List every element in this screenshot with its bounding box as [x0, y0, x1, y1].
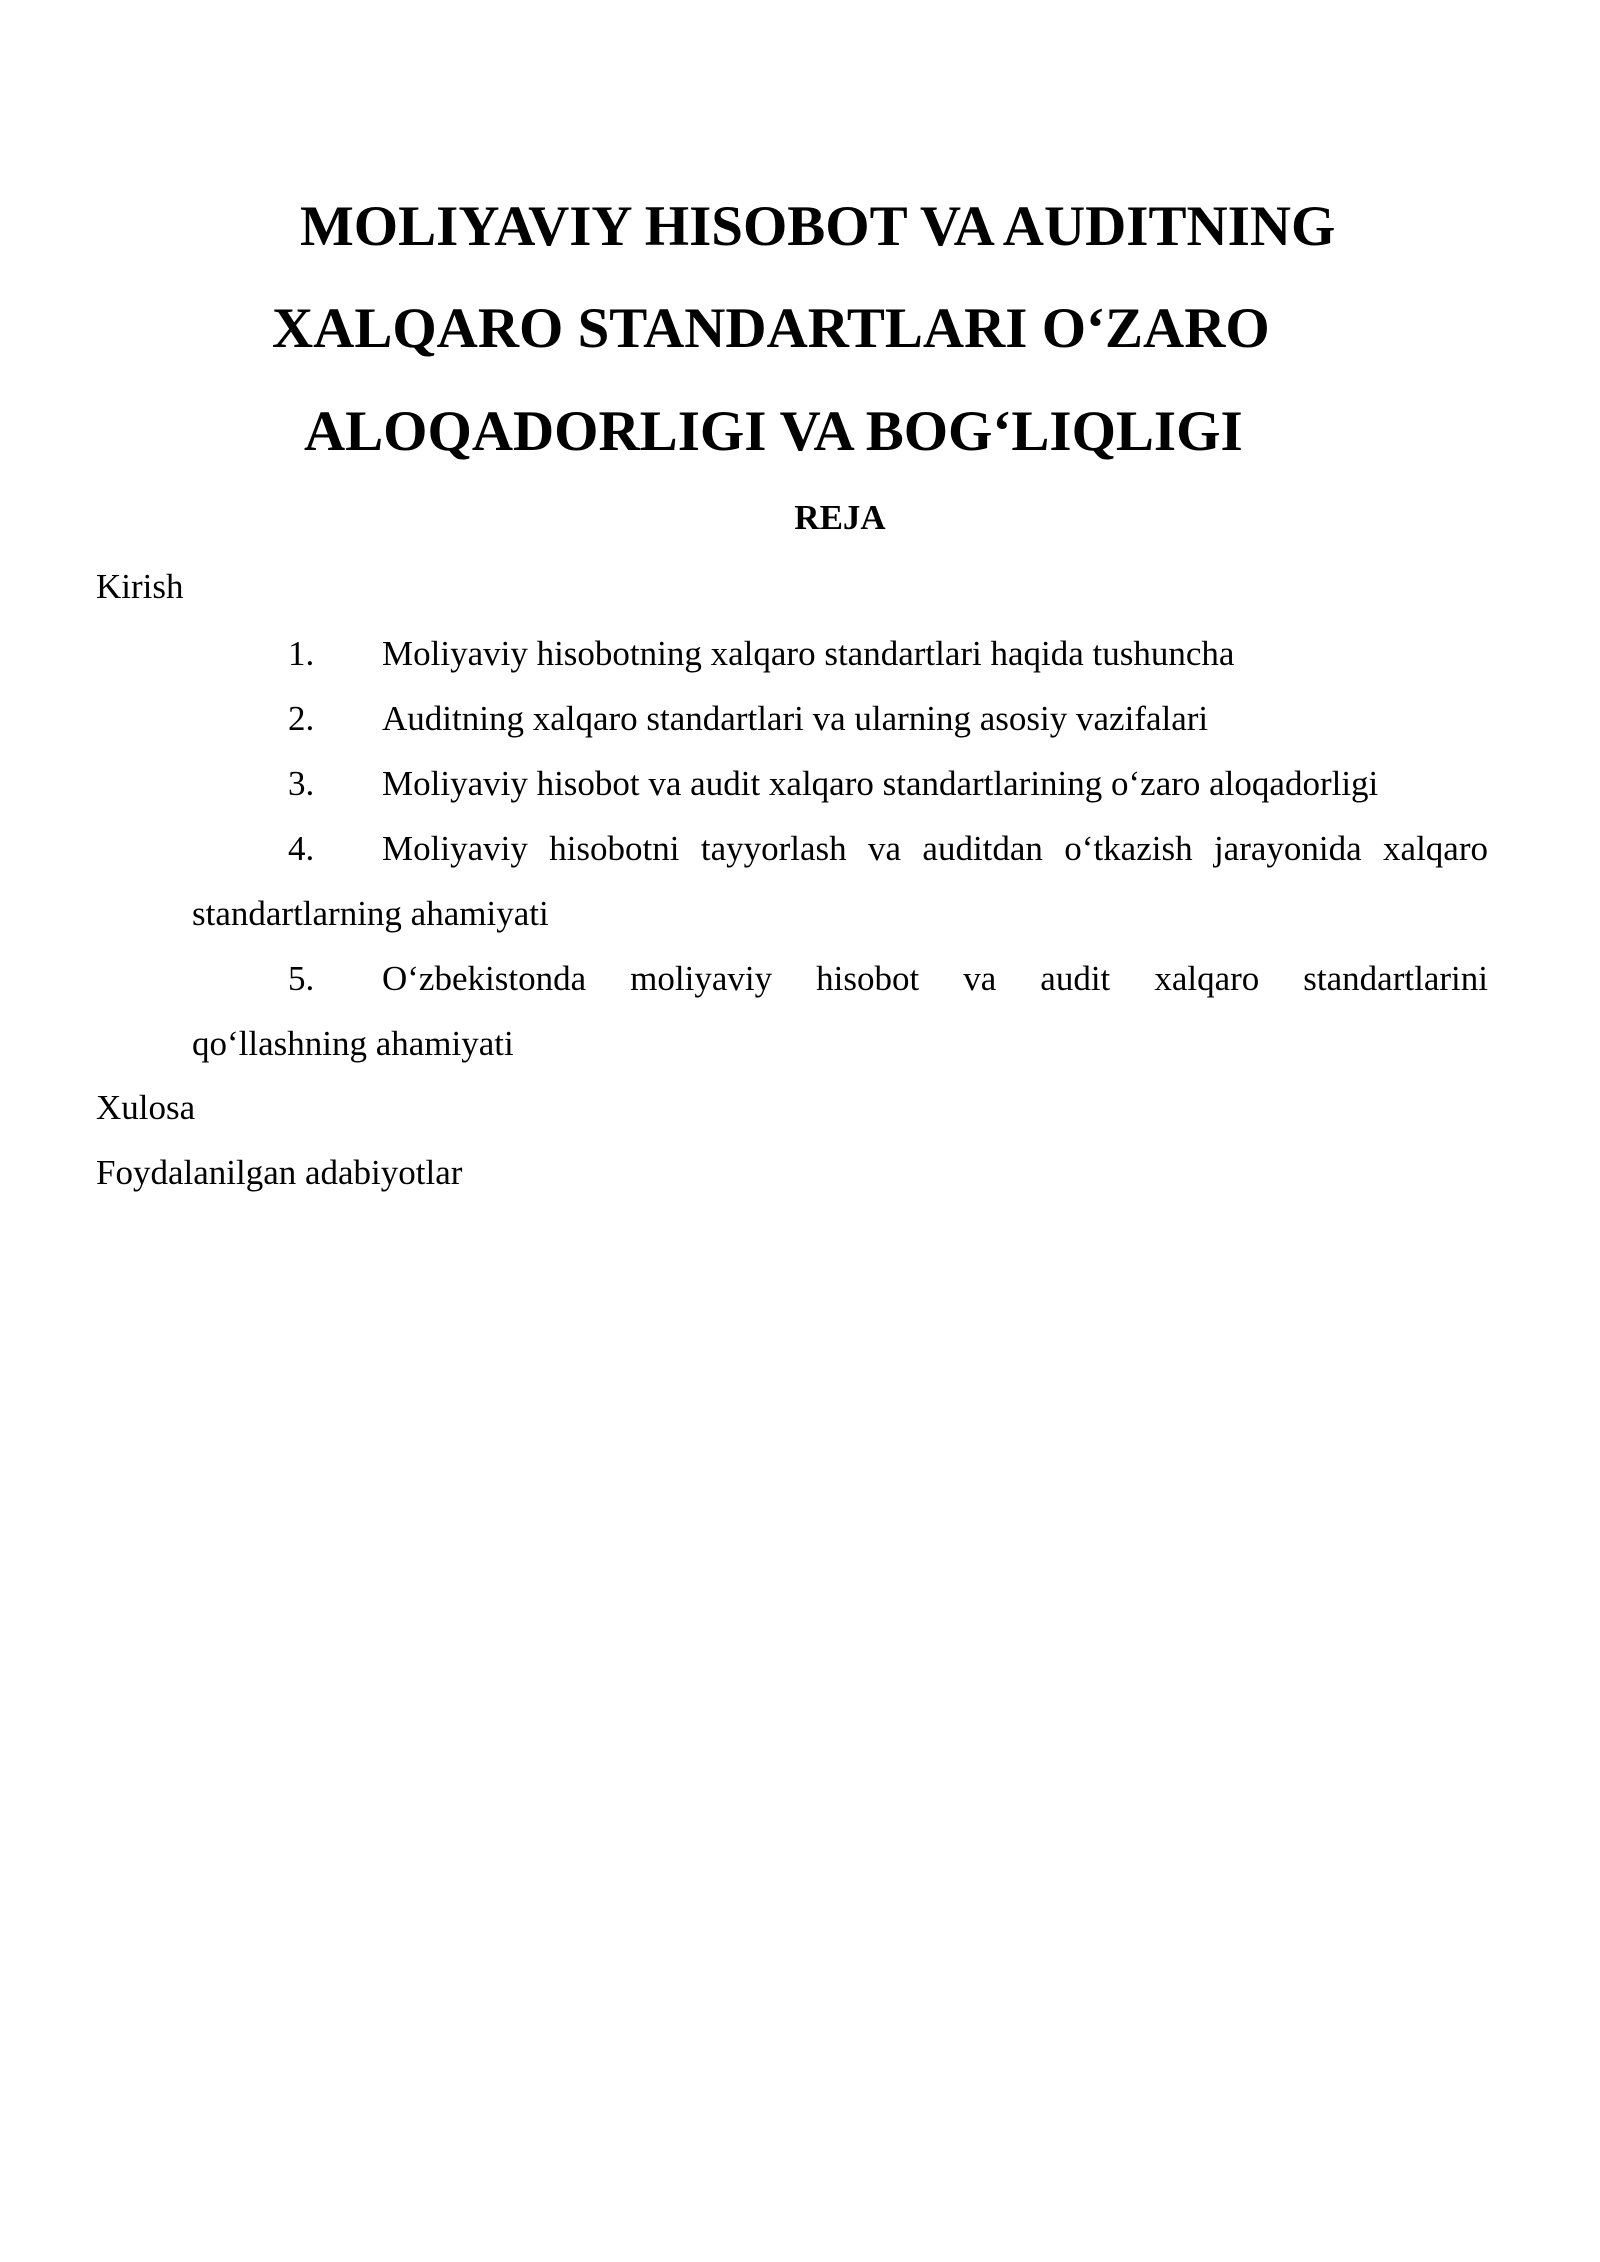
document-title-line-2: XALQARO STANDARTLARI O‘ZARO: [272, 297, 1270, 360]
plan-item-text-line-1: Moliyaviy hisobotni tayyorlash va auditdan o‘tkazish jarayonida xalqaro: [382, 829, 1488, 868]
plan-item-number: 2.: [288, 699, 315, 738]
plan-item-number: 3.: [288, 764, 315, 803]
document-title-line-1: MOLIYAVIY HISOBOT VA AUDITNING: [300, 195, 1336, 258]
plan-item-number: 5.: [288, 959, 315, 998]
plan-item-number: 4.: [288, 829, 315, 868]
conclusion-entry: Xulosa: [96, 1088, 196, 1127]
intro-entry: Kirish: [96, 567, 184, 606]
plan-item-text: Moliyaviy hisobot va audit xalqaro standartlarining o‘zaro aloqadorligi: [382, 764, 1379, 803]
plan-item-5: [192, 946, 1488, 1076]
plan-item-text: Auditning xalqaro standartlari va ularning asosiy vazifalari: [382, 699, 1209, 738]
plan-item-number: 1.: [288, 634, 315, 673]
plan-item-text-line-2: standartlarning ahamiyati: [192, 894, 549, 933]
plan-item-1: [192, 621, 1488, 686]
document-title-line-3: ALOQADORLIGI VA BOG‘LIQLIGI: [304, 400, 1243, 463]
plan-item-4: [192, 816, 1488, 946]
plan-heading: REJA: [794, 498, 886, 537]
plan-item-3: [192, 751, 1488, 816]
references-entry: Foydalanilgan adabiyotlar: [96, 1153, 463, 1192]
plan-item-2: [192, 686, 1488, 751]
plan-item-text-line-2: qo‘llashning ahamiyati: [192, 1024, 514, 1063]
plan-item-text-line-1: O‘zbekistonda moliyaviy hisobot va audit xalqaro standartlarini: [382, 959, 1488, 998]
plan-item-text: Moliyaviy hisobotning xalqaro standartlari haqida tushuncha: [382, 634, 1235, 673]
